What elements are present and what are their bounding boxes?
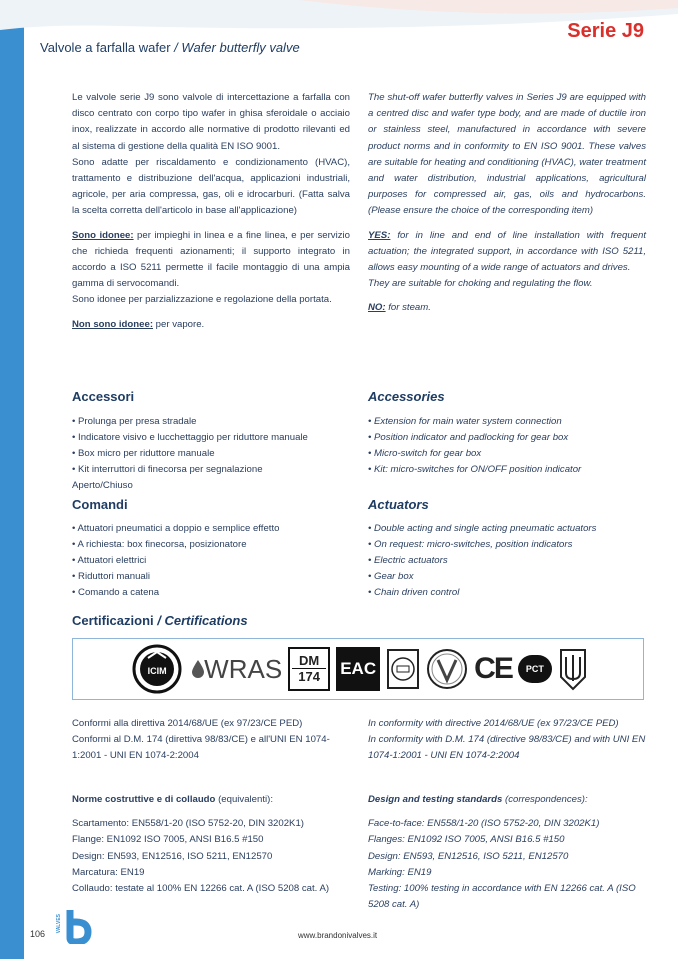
not-suitable-label-en: NO: [368,302,386,314]
actuators-title-it: Comandi [72,497,128,512]
intro-en-paragraph-1: The shut-off wafer butterfly valves in Series J9 are equipped with a centred disc and wafer type body, and are made of ductile iron or stainless steel, manufactured in accordance with severe product norms and in conformity to EN ISO 9001. These valves are suitable for heating and conditioning (HVAC), water treatment and water distribution, industrial applications, agricultural purposes for compressed air, gas, oils and hydrocarbons. (Please ensure the choice of the corresponding item) [368,92,646,217]
intro-english [368,90,646,317]
list-item: • Kit interruttori di finecorsa per segnalazione [72,462,308,478]
intro-it-paragraph-3: Sono idonee per parzializzazione e regolazione della portata. [72,294,332,306]
list-item: • Box micro per riduttore manuale [72,446,308,462]
ce-logo: CE [474,652,512,685]
intro-it-not-suitable [72,317,350,333]
list-item: • Riduttori manuali [72,569,279,585]
left-color-bar [0,0,24,959]
subtitle-english: Wafer butterfly valve [181,40,300,55]
list-item: • A richiesta: box finecorsa, posizionatore [72,537,279,553]
standards-item-it: Marcatura: EN19 [72,866,145,878]
page-number: 106 [30,929,46,939]
list-item: • Double acting and single acting pneumatic actuators [368,521,596,537]
certifications-separator: / [157,613,161,628]
list-item: • Comando a catena [72,585,279,601]
accessories-list-it [72,414,308,478]
standards-item-it: Flange: EN1092 ISO 7005, ANSI B16.5 #150 [72,834,264,846]
suitable-text-it: per impieghi in linea e a fine linea, e per servizio che richieda frequenti azionamenti; il supporto integrato in accordo a ISO 5211 permette il facile montaggio di una ampia gamma di servocomandi. [72,229,350,290]
list-item: • Prolunga per presa stradale [72,414,308,430]
standards-en [368,792,648,913]
standards-title-en-suffix: (correspondences): [502,794,588,805]
actuators-list-en [368,521,596,601]
wras-text: WRAS [204,653,283,684]
standards-item-en: Marking: EN19 [368,866,432,878]
certifications-title [72,613,248,628]
water-drop-icon [192,660,204,678]
conformity-en-line: In conformity with D.M. 174 (directive 98/83/CE) and with UNI EN 1074-1:2001 - UNI EN 1074-2:2004 [368,734,646,762]
accessories-list-it-continuation: Aperto/Chiuso [72,480,133,491]
standards-title-en-bold: Design and testing standards [368,794,503,805]
icim-text: ICIM [147,666,167,676]
intro-it-paragraph-2: Sono adatte per riscaldamento e condizionamento (HVAC), trattamento e distribuzione dell'acqua, applicazioni industriali, agricole, per aria compressa, gas, oli e idrocarburi. (Fatta salva la scelta corretta dell'articolo in base all'applicazione) [72,156,350,217]
accessories-title-en: Accessories [368,389,445,404]
standards-title-it-bold: Norme costruttive e di collaudo [72,794,216,805]
approval-check-icon [426,648,468,690]
certifications-title-it: Certificazioni [72,613,154,628]
dm174-logo [288,647,330,691]
icim-logo [128,644,186,694]
list-item: • Position indicator and padlocking for gear box [368,430,581,446]
page-subtitle [40,40,300,55]
pct-logo [518,655,552,683]
intro-it-paragraph-1: Le valvole serie J9 sono valvole di intercettazione a farfalla con disco centrato con corpo tipo wafer in ghisa sferoidale o acciaio inox, realizzate in accordo alle normative di prodotto rilevanti ed al sistema di gestione della qualità EN ISO 9001. [72,92,350,152]
standards-item-en: Design: EN593, EN12516, ISO 5211, EN12570 [368,850,569,862]
standards-item-it: Collaudo: testate al 100% EN 12266 cat. A (ISO 5208 cat. A) [72,883,330,895]
intro-en-suitable [368,228,646,277]
ukraine-trident-icon [558,647,588,691]
not-suitable-text-it: per vapore. [153,318,205,330]
brand-logo [56,908,94,944]
not-suitable-text-en: for steam. [385,302,431,314]
list-item: • Indicatore visivo e lucchettaggio per riduttore manuale [72,430,308,446]
eac-text: EAC [340,659,377,678]
list-item: • Attuatori pneumatici a doppio e semplice effetto [72,521,279,537]
list-item: • Attuatori elettrici [72,553,279,569]
standards-item-en: Face-to-face: EN558/1-20 (ISO 5752-20, DIN 3202K1) [368,818,600,830]
actuators-list-it [72,521,279,601]
conformity-it-line: Conformi al D.M. 174 (direttiva 98/83/CE) e all'UNI EN 1074-1:2001 - UNI EN 1074-2:2004 [72,734,330,762]
website-url: www.brandonivalves.it [298,931,378,940]
list-item: • Micro-switch for gear box [368,446,581,462]
conformity-en [368,716,648,765]
certifications-title-en: Certifications [164,613,248,628]
intro-italian [72,90,350,333]
stamp-seal-icon [386,648,420,690]
certification-logos [72,638,644,700]
standards-item-en: Flanges: EN1092 ISO 7005, ANSI B16.5 #150 [368,834,565,846]
standards-item-it: Design: EN593, EN12516, ISO 5211, EN12570 [72,850,273,862]
eac-logo [336,647,380,691]
dm-number: 174 [298,668,320,684]
subtitle-italian: Valvole a farfalla wafer [40,40,171,55]
accessories-list-en [368,414,581,478]
pct-text: PCT [525,664,544,674]
suitable-label-en: YES: [368,229,391,241]
list-item: • Extension for main water system connection [368,414,581,430]
dm-text: DM [299,652,320,668]
list-item: • Electric actuators [368,553,596,569]
not-suitable-label-it: Non sono idonee: [72,318,154,330]
intro-en-not-suitable [368,300,646,316]
intro-it-suitable [72,228,350,293]
standards-item-en: Testing: 100% testing in accordance with EN 12266 cat. A (ISO 5208 cat. A) [368,883,636,911]
standards-title-it-suffix: (equivalenti): [215,794,273,805]
series-title: Serie J9 [567,20,644,42]
list-item: • Gear box [368,569,596,585]
brand-valves-text: VALVES [56,914,62,934]
accessories-title-it: Accessori [72,389,135,404]
list-item: • Chain driven control [368,585,596,601]
suitable-text-en: for in line and end of line installation with frequent actuation; the integrated support, in accordance with ISO 5211, allows easy mounting of a wide range of actuators and drives. [368,229,646,274]
list-item: • Kit: micro-switches for ON/OFF position indicator [368,462,581,478]
conformity-it [72,716,352,765]
standards-title-it [72,792,352,808]
standards-item-it: Scartamento: EN558/1-20 (ISO 5752-20, DIN 3202K1) [72,818,304,830]
wras-logo [192,649,282,689]
suitable-label-it: Sono idonee: [72,229,134,241]
actuators-title-en: Actuators [368,497,429,512]
list-item: • On request: micro-switches, position indicators [368,537,596,553]
conformity-en-line: In conformity with directive 2014/68/UE (ex 97/23/CE PED) [368,718,619,729]
subtitle-separator: / [174,40,178,55]
standards-title-en [368,792,648,808]
intro-en-paragraph-2: They are suitable for choking and regulating the flow. [368,278,593,290]
conformity-it-line: Conformi alla direttiva 2014/68/UE (ex 97/23/CE PED) [72,718,303,729]
standards-it [72,792,352,897]
